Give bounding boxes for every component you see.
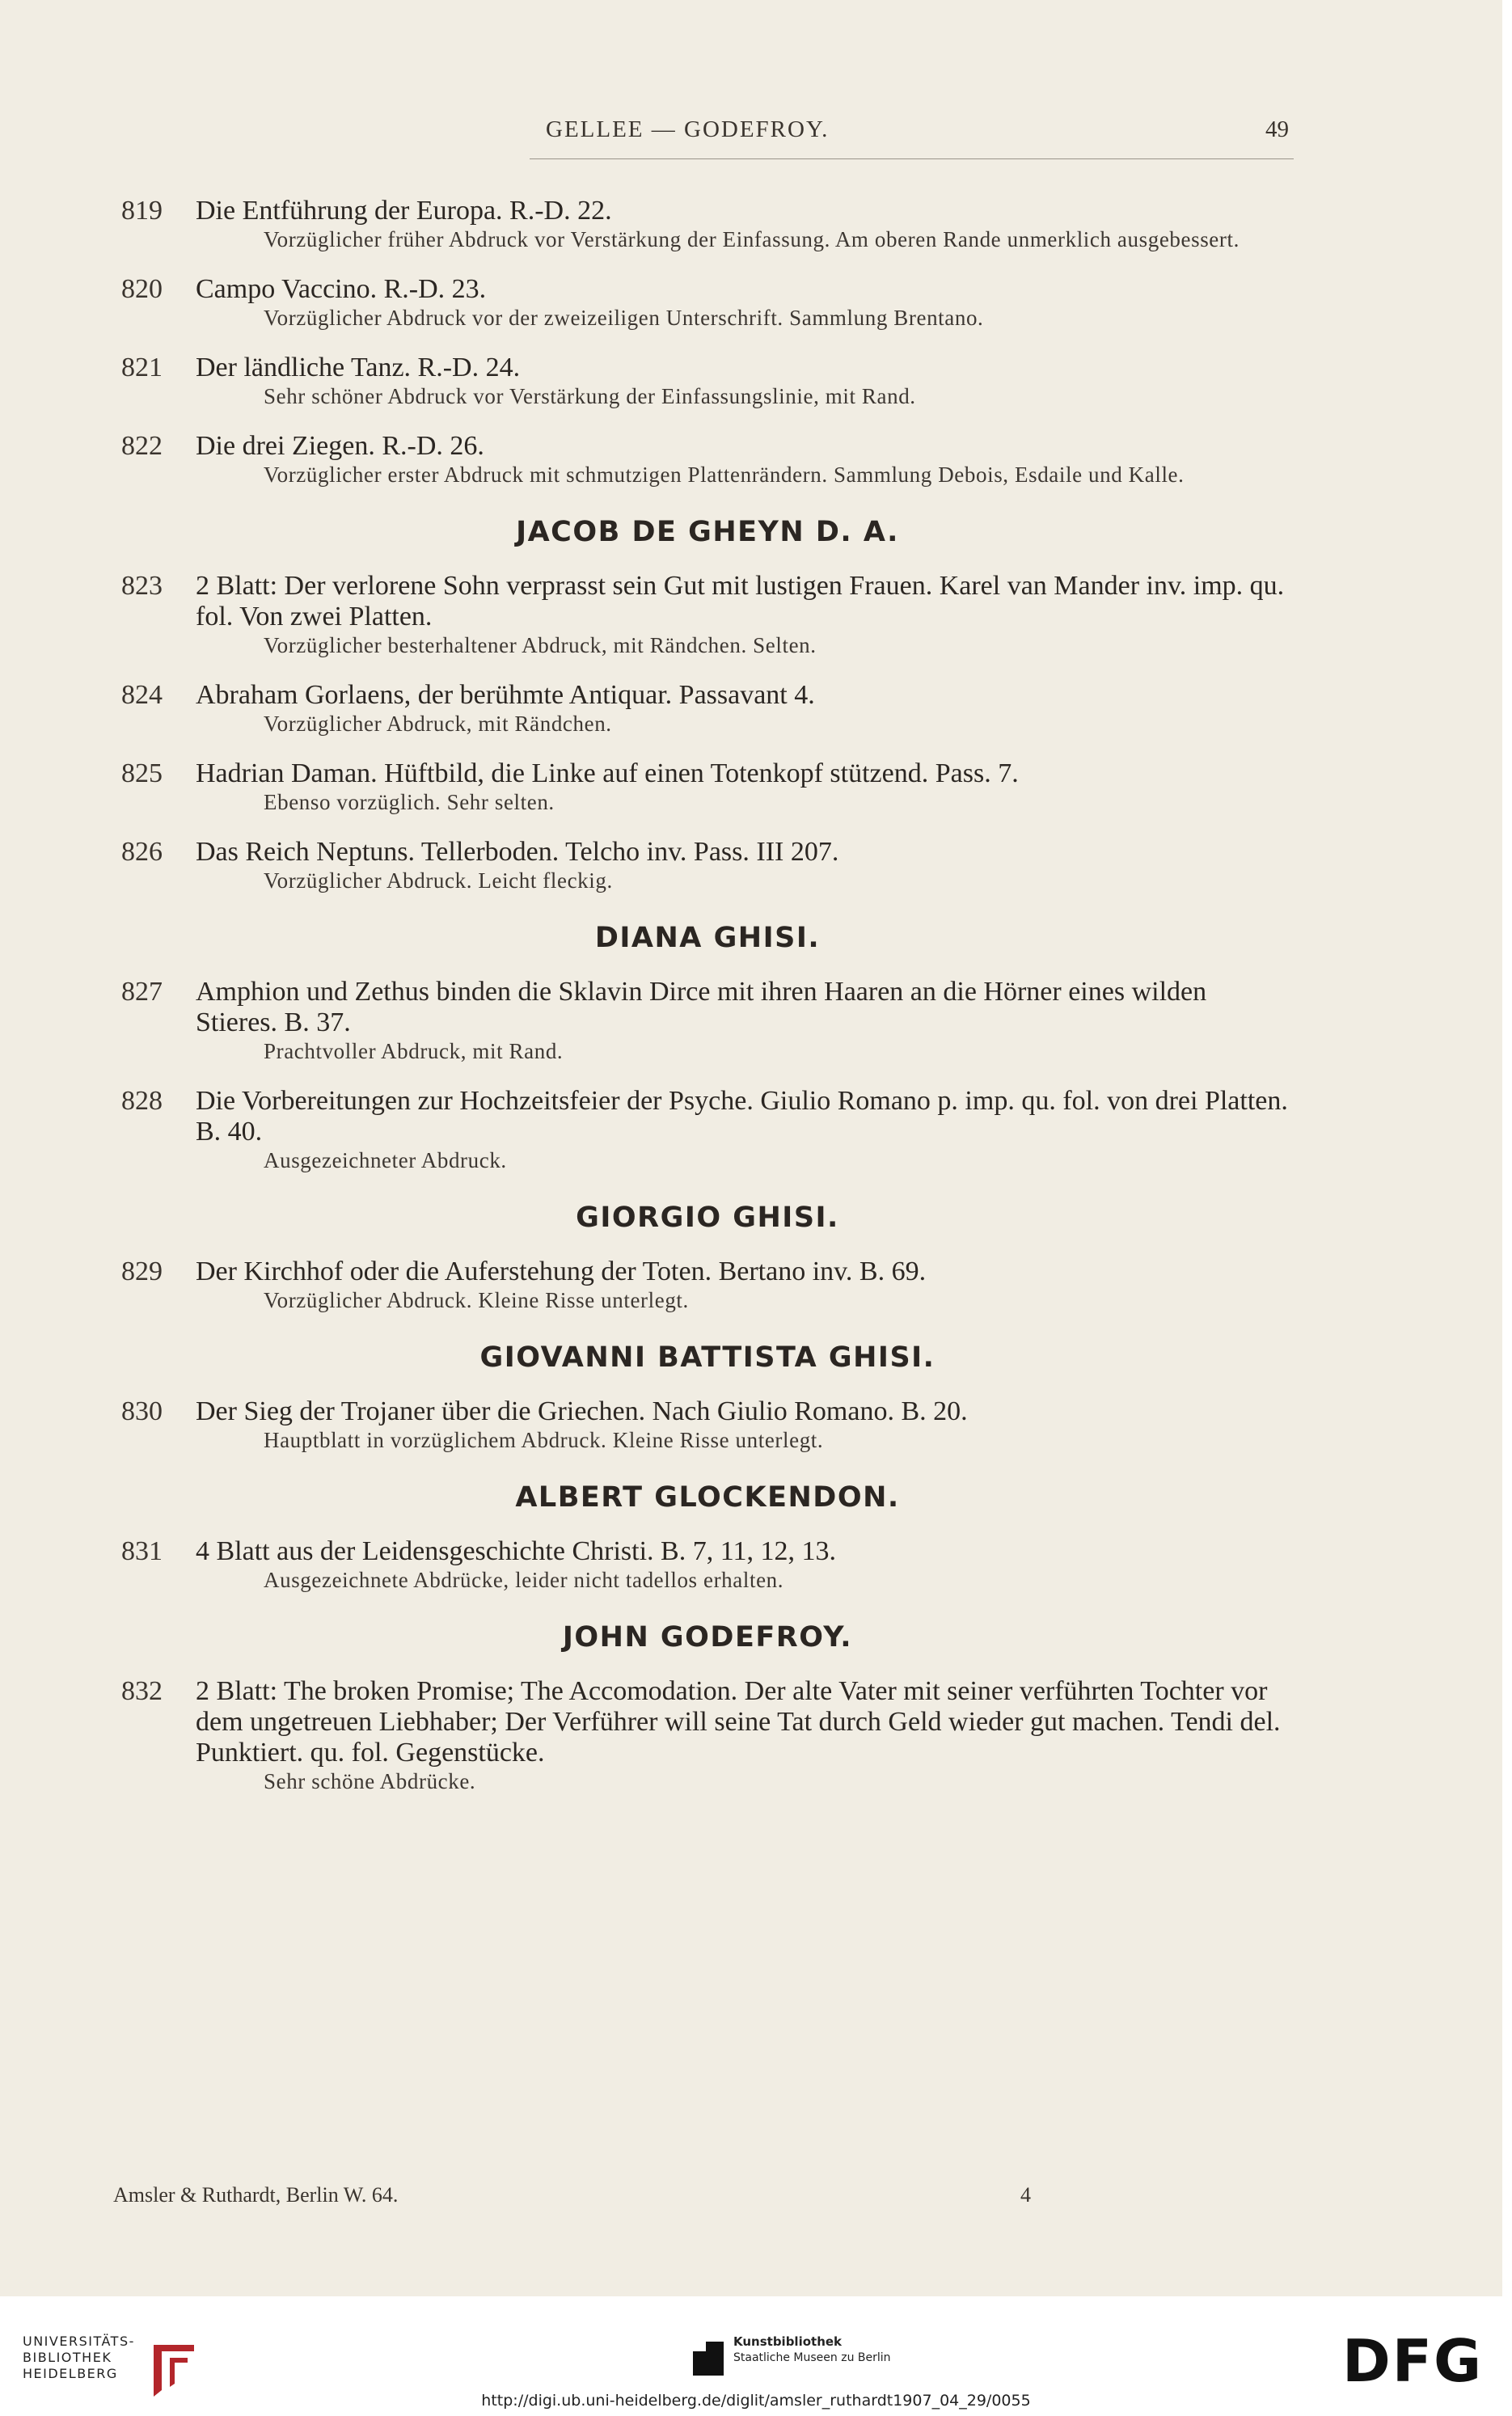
artist-heading: JOHN GODEFROY. [562,1621,853,1654]
catalogue-entry [121,837,1294,894]
artist-heading: DIANA GHISI. [594,922,821,954]
entry-line [121,274,1294,305]
lot-condition-note: Hauptblatt in vorzüglichem Abdruck. Kleine Risse unterlegt. [264,1428,824,1452]
artist-heading: GIORGIO GHISI. [576,1202,839,1234]
lot-condition-note: Vorzüglicher Abdruck vor der zweizeiligen Unterschrift. Sammlung Brentano. [264,306,984,330]
entry-line [121,1396,1294,1427]
lot-number: 831 [121,1536,163,1566]
catalogue-entry [121,758,1294,816]
entry-line [121,353,1294,383]
lot-number: 828 [121,1086,163,1116]
university-line-1: UNIVERSITÄTS- [23,2334,135,2349]
kunstbibliothek-logo[interactable] [691,2334,891,2377]
catalogue-entry [121,353,1294,410]
lot-number: 819 [121,196,163,226]
page-number: 49 [1265,116,1289,142]
catalogue-entry [121,274,1294,332]
catalogue-entry [121,977,1294,1065]
entry-line [121,1086,1294,1147]
scan-edge [1502,0,1512,2296]
catalogue-entry [121,1257,1294,1314]
lot-title: Der ländliche Tanz. R.-D. 24. [196,353,521,382]
dfg-logo[interactable]: DFG [1342,2327,1484,2395]
running-head-title: GELLEE — GODEFROY. [546,116,830,142]
lot-number: 821 [121,353,163,382]
library-name: Kunstbibliothek [733,2334,843,2349]
lot-title: Amphion und Zethus binden die Sklavin Dirce mit ihren Haaren an die Hörner eines wilden Stieres. B. 37. [196,977,1207,1037]
lot-condition-note: Ebenso vorzüglich. Sehr selten. [264,790,555,814]
lot-title: Hadrian Daman. Hüftbild, die Linke auf einen Totenkopf stützend. Pass. 7. [196,758,1019,788]
entry-line [121,571,1294,632]
lot-title: Die Entführung der Europa. R.-D. 22. [196,196,612,226]
lot-condition-note: Ausgezeichnete Abdrücke, leider nicht tadellos erhalten. [264,1568,784,1592]
header-rule [530,158,1294,159]
university-line-3: HEIDELBERG [23,2366,118,2381]
lot-number: 832 [121,1676,163,1706]
lot-number: 824 [121,680,163,710]
lot-number: 829 [121,1257,163,1286]
lot-number: 822 [121,431,163,461]
catalogue-entry [121,196,1294,253]
lot-number: 830 [121,1396,163,1426]
artist-heading: ALBERT GLOCKENDON. [515,1481,900,1514]
lot-condition-note: Vorzüglicher erster Abdruck mit schmutzigen Plattenrändern. Sammlung Debois, Esdaile und Kalle. [264,463,1185,487]
lot-title: Die drei Ziegen. R.-D. 26. [196,431,484,461]
entry-line [121,196,1294,226]
entry-line [121,1536,1294,1567]
catalogue-entry [121,1396,1294,1454]
catalogue-entry [121,1086,1294,1174]
lot-number: 826 [121,837,163,867]
lot-title: Der Kirchhof oder die Auferstehung der Toten. Bertano inv. B. 69. [196,1257,927,1286]
artist-heading: GIOVANNI BATTISTA GHISI. [479,1341,935,1374]
catalogue-entry [121,680,1294,737]
permalink-url[interactable]: http://digi.ub.uni-heidelberg.de/diglit/amsler_ruthardt1907_04_29/0055 [481,2392,1031,2410]
artist-heading: JACOB DE GHEYN D. A. [516,516,899,548]
lot-title: Campo Vaccino. R.-D. 23. [196,274,487,304]
lot-condition-note: Ausgezeichneter Abdruck. [264,1148,507,1172]
library-subtitle: Staatliche Museen zu Berlin [733,2351,891,2364]
lot-condition-note: Sehr schöner Abdruck vor Verstärkung der Einfassungslinie, mit Rand. [264,384,916,408]
entry-line [121,758,1294,789]
university-library-name [23,2334,135,2382]
lot-condition-note: Vorzüglicher besterhaltener Abdruck, mit Rändchen. Selten. [264,633,817,657]
publisher-imprint: Amsler & Ruthardt, Berlin W. 64. [113,2183,399,2207]
entry-line [121,680,1294,711]
entry-line [121,1257,1294,1287]
university-line-2: BIBLIOTHEK [23,2350,112,2365]
catalogue-content [121,196,1294,1816]
lot-condition-note: Vorzüglicher Abdruck. Leicht fleckig. [264,868,613,893]
catalogue-entry [121,1676,1294,1795]
lot-title: 4 Blatt aus der Leidensgeschichte Christi. B. 7, 11, 12, 13. [196,1536,836,1566]
running-head [0,116,1502,149]
museum-emblem-icon [691,2334,725,2377]
entry-line [121,1676,1294,1768]
lot-number: 825 [121,758,163,788]
lot-title: Abraham Gorlaens, der berühmte Antiquar. Passavant 4. [196,680,815,710]
lot-title: Die Vorbereitungen zur Hochzeitsfeier der Psyche. Giulio Romano p. imp. qu. fol. von drei Platten. B. 40. [196,1086,1288,1147]
lot-title: Das Reich Neptuns. Tellerboden. Telcho inv. Pass. III 207. [196,837,839,867]
entry-line [121,431,1294,462]
catalogue-entry [121,431,1294,488]
lot-title: 2 Blatt: Der verlorene Sohn verprasst sein Gut mit lustigen Frauen. Karel van Mander inv. imp. qu. fol. Von zwei Platten. [196,571,1285,631]
entry-line [121,837,1294,868]
lot-number: 827 [121,977,163,1007]
university-library-logo[interactable] [23,2334,135,2382]
printer-signature: 4 [1020,2183,1031,2207]
catalogue-entry [121,1536,1294,1594]
lot-title: 2 Blatt: The broken Promise; The Accomodation. Der alte Vater mit seiner verführten Tochter vor dem ungetreuen Liebhaber; Der Verführer will seine Tat durch Geld wieder gut machen. Tendi del. Punktiert. qu. fol. Gegenstücke. [196,1676,1281,1768]
lot-number: 820 [121,274,163,304]
catalogue-entry [121,571,1294,659]
lot-condition-note: Vorzüglicher Abdruck, mit Rändchen. [264,712,612,736]
lot-condition-note: Vorzüglicher Abdruck. Kleine Risse unterlegt. [264,1288,689,1312]
digitization-footer [0,2296,1512,2416]
lot-condition-note: Prachtvoller Abdruck, mit Rand. [264,1039,564,1063]
lot-title: Der Sieg der Trojaner über die Griechen. Nach Giulio Romano. B. 20. [196,1396,968,1426]
entry-line [121,977,1294,1038]
lot-condition-note: Sehr schöne Abdrücke. [264,1769,476,1793]
lot-number: 823 [121,571,163,601]
lot-condition-note: Vorzüglicher früher Abdruck vor Verstärkung der Einfassung. Am oberen Rande unmerklich ausgebessert. [264,227,1240,251]
library-name-block [733,2334,891,2366]
